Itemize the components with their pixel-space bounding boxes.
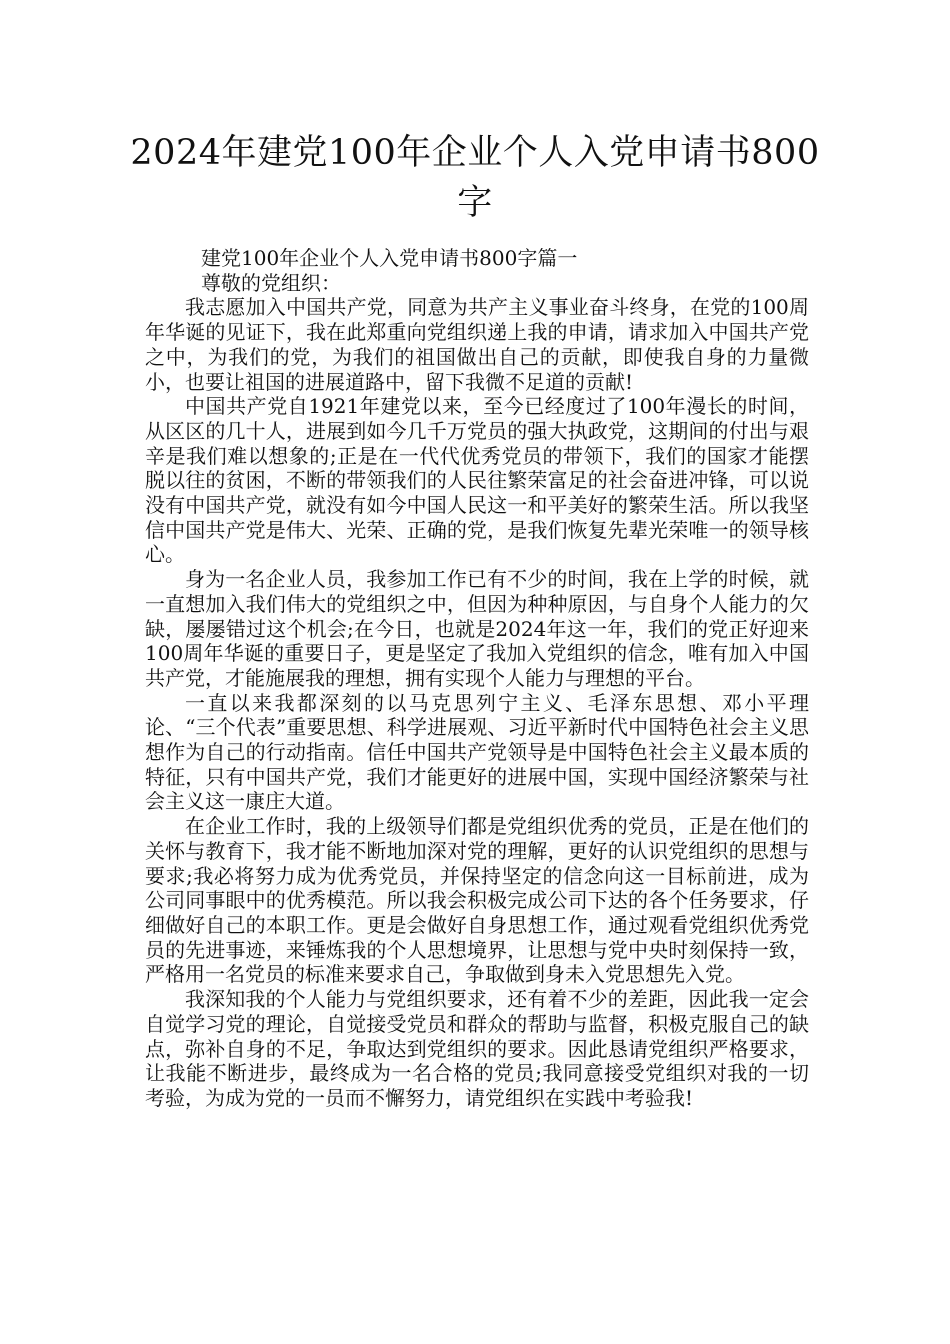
paragraph-4: 一直以来我都深刻的以马克思列宁主义、毛泽东思想、邓小平理论、“三个代表”重要思想、科学进展观、习近平新时代中国特色社会主义思想作为自己的行动指南。信任中国共产党领导是中国特色社会主义最本质的特征，只有中国共产党，我们才能更好的进展中国，实现中国经济繁荣与社会主义这一康庄大道。	[145, 690, 809, 814]
paragraph-6: 我深知我的个人能力与党组织要求，还有着不少的差距，因此我一定会自觉学习党的理论，自觉接受党员和群众的帮助与监督，积极克服自己的缺点，弥补自身的不足，争取达到党组织的要求。因此恳请党组织严格要求，让我能不断进步，最终成为一名合格的党员;我同意接受党组织对我的一切考验，为成为党的一员而不懈努力，请党组织在实践中考验我!	[145, 987, 809, 1110]
paragraph-5: 在企业工作时，我的上级领导们都是党组织优秀的党员，正是在他们的关怀与教育下，我才能不断地加深对党的理解，更好的认识党组织的思想与要求;我必将努力成为优秀党员，并保持坚定的信念向这一目标前进，成为公司同事眼中的优秀模范。所以我会积极完成公司下达的各个任务要求，仔细做好自己的本职工作。更是会做好自身思想工作，通过观看党组织优秀党员的先进事迹，来锤炼我的个人思想境界，让思想与党中央时刻保持一致，严格用一名党员的标准来要求自己，争取做到身未入党思想先入党。	[145, 814, 809, 987]
document-body	[145, 246, 809, 1111]
paragraph-2: 中国共产党自1921年建党以来，至今已经度过了100年漫长的时间，从区区的几十人，进展到如今几千万党员的强大执政党，这期间的付出与艰辛是我们难以想象的;正是在一代代优秀党员的带领下，我们的国家才能摆脱以往的贫困，不断的带领我们的人民往繁荣富足的社会奋进冲锋，可以说没有中国共产党，就没有如今中国人民这一和平美好的繁荣生活。所以我坚信中国共产党是伟大、光荣、正确的党，是我们恢复先辈光荣唯一的领导核心。	[145, 394, 809, 567]
document-title: 2024年建党100年企业个人入党申请书800字	[130, 133, 820, 223]
paragraph-1: 我志愿加入中国共产党，同意为共产主义事业奋斗终身，在党的100周年华诞的见证下，我在此郑重向党组织递上我的申请，请求加入中国共产党之中，为我们的党，为我们的祖国做出自己的贡献，即使我自身的力量微小，也要让祖国的进展道路中，留下我微不足道的贡献!	[145, 295, 809, 394]
salutation: 尊敬的党组织：	[201, 270, 341, 295]
section-subheading: 建党100年企业个人入党申请书800字篇一	[201, 246, 578, 270]
paragraph-3: 身为一名企业人员，我参加工作已有不少的时间，我在上学的时候，就一直想加入我们伟大的党组织之中，但因为种种原因，与自身个人能力的欠缺，屡屡错过这个机会;在今日，也就是2024年这一年，我们的党正好迎来100周年华诞的重要日子，更是坚定了我加入党组织的信念，唯有加入中国共产党，才能施展我的理想，拥有实现个人能力与理想的平台。	[145, 567, 809, 690]
